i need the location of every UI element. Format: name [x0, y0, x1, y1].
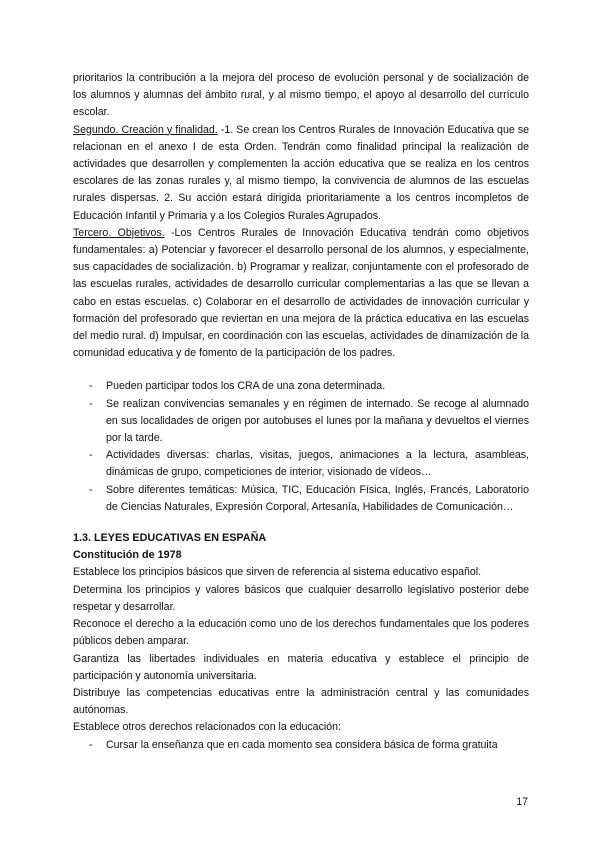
constitucion-paragraph: Determina los principios y valores básicos que cualquier desarrollo legislativo posterior debe respetar y desarrollar. — [73, 583, 529, 613]
dash-marker: - — [89, 380, 93, 393]
constitucion-paragraph: Distribuye las competencias educativas entre la administración central y las comunidades autónomas. — [73, 686, 529, 717]
text-tercero: -Los Centros Rurales de Innovación Educativa tendrán como objetivos fundamentales: a) Potenciar y favorecer el desarrollo personal de los alumnos, y especialmente, sus capacidades de socialización. b) Programar y realizar, conjuntamente con el profesorado de las escuelas rurales, actividades de desarrollo curricular complementarias a las que se llevan a cabo en estas escuelas. c) Colaborar en el desarrollo de actividades de innovación curricular y formación del profesorado que reviertan en una mejora de la práctica educativa en las escuelas del medio rural. d) Impulsar, en coordinación con las escuelas, actividades de dinamización de la comunidad educativa y de fomento de la participación de los padres. — [73, 226, 529, 360]
list-item-text: Actividades diversas: charlas, visitas, juegos, animaciones a la lectura, asambleas, dinámicas de grupo, competiciones de interior, visionado de vídeos… — [106, 449, 529, 479]
constitucion-paragraph: Establece otros derechos relacionados con la educación: — [73, 721, 341, 734]
subsection-title: Constitución de 1978 — [73, 549, 182, 562]
list-item-text: Cursar la enseñanza que en cada momento sea considera básica de forma gratuita — [106, 738, 498, 751]
constitucion-paragraph: Garantiza las libertades individuales en materia educativa y establece el principio de participación y autonomía universitaria. — [73, 652, 529, 682]
dash-marker: - — [89, 397, 93, 410]
constitucion-paragraph: Reconoce el derecho a la educación como uno de los derechos fundamentales que los poderes públicos deben amparar. — [73, 618, 529, 648]
paragraph-intro: prioritarios la contribución a la mejora del proceso de evolución personal y de socialización de los alumnos y alumnas del ámbito rural, y al mismo tiempo, el apoyo al desarrollo del currículo escolar. — [73, 72, 529, 119]
list-item-text: Se realizan convivencias semanales y en régimen de internado. Se recoge al alumnado en sus localidades de origen por autobuses el lunes por la mañana y devueltos el viernes por la tarde. — [106, 397, 529, 445]
heading-tercero: Tercero. Objetivos. — [73, 226, 165, 239]
list-item-text: Pueden participar todos los CRA de una zona determinada. — [106, 380, 386, 393]
section-title: 1.3. LEYES EDUCATIVAS EN ESPAÑA — [73, 532, 267, 545]
cra-bullet-list — [73, 378, 529, 516]
dash-marker: - — [89, 449, 93, 462]
paragraph-segundo — [73, 122, 529, 225]
list-item — [73, 737, 529, 754]
derechos-bullet-list — [73, 737, 529, 754]
list-item — [73, 378, 529, 395]
text-segundo: -1. Se crean los Centros Rurales de Innovación Educativa que se relacionan en el anexo I de esta Orden. Tendrán como finalidad principal la realización de actividades que desarrollen y complementen la acción educativa que se realiza en los centros escolares de las zonas rurales y, al mismo tiempo, la convivencia de alumnos de las escuelas rurales dispersas. 2. Su acción estará dirigida prioritariamente a los centros incompletos de Educación Infantil y Primaria y a los Colegios Rurales Agrupados. — [73, 123, 530, 222]
dash-marker: - — [89, 483, 93, 496]
dash-marker: - — [89, 738, 93, 751]
list-item — [73, 447, 529, 481]
page-content — [73, 70, 529, 754]
constitucion-paragraph: Establece los principios básicos que sirven de referencia al sistema educativo español. — [73, 566, 482, 579]
page-number: 17 — [516, 796, 528, 808]
list-item — [73, 482, 529, 516]
paragraph-tercero — [73, 225, 529, 363]
heading-segundo: Segundo. Creación y finalidad. — [73, 123, 218, 136]
list-item-text: Sobre diferentes temáticas: Música, TIC, Educación Física, Inglés, Francés, Laboratorio de Ciencias Naturales, Expresión Corporal, Artesanía, Habilidades de Comunicación… — [106, 483, 529, 513]
list-item — [73, 396, 529, 448]
